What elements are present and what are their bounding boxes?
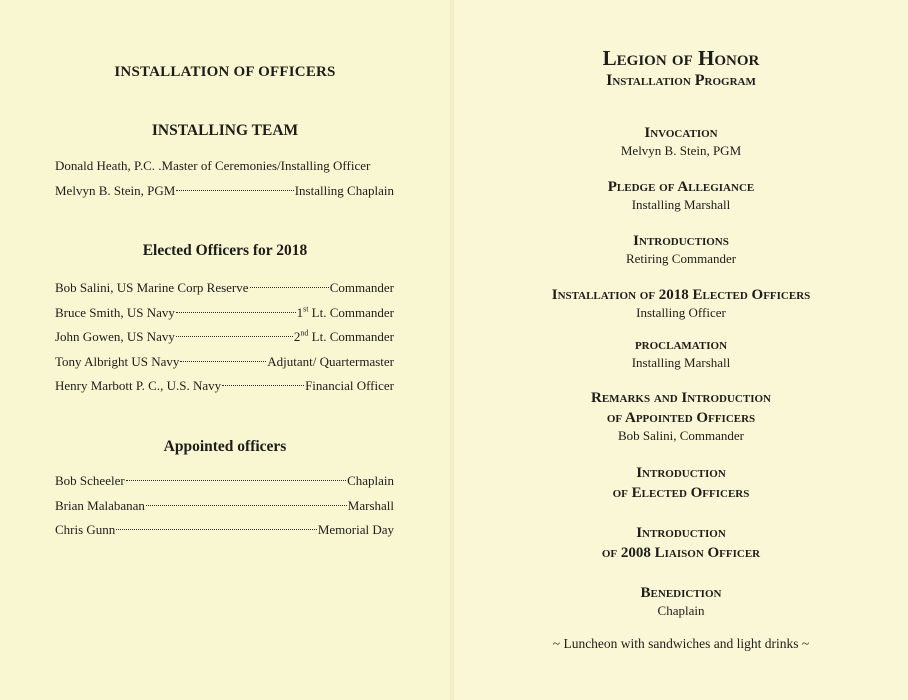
- elected-list: [55, 276, 394, 399]
- program-item-remarks: Remarks and Introduction of Appointed Officers Bob Salini, Commander: [590, 390, 771, 443]
- luncheon-note: ~ Luncheon with sandwiches and light drinks ~: [552, 636, 810, 651]
- installation-title: INSTALLATION OF OFFICERS: [114, 64, 336, 80]
- list-item: Chris Gunn Memorial Day: [55, 522, 394, 537]
- dot-leader: [116, 529, 317, 530]
- list-item: John Gowen, US Navy 2nd Lt. Commander: [55, 328, 394, 344]
- elected-heading: Elected Officers for 2018: [142, 242, 308, 259]
- list-item: Tony Albright US Navy Adjutant/ Quartermaster: [55, 353, 394, 369]
- program-item-benediction: Benediction Chaplain: [640, 585, 722, 618]
- program-item-introductions: Introductions Retiring Commander: [625, 233, 737, 266]
- program-title: Legion of Honor: [602, 46, 760, 70]
- list-item: Donald Heath, P.C. . Master of Ceremonies/Installing Officer: [55, 158, 371, 173]
- program-header: [454, 46, 908, 92]
- list-item: Bruce Smith, US Navy 1st Lt. Commander: [55, 304, 394, 320]
- list-item: Brian Malabanan Marshall: [55, 497, 394, 513]
- dot-leader: [176, 190, 293, 191]
- installing-team-heading: INSTALLING TEAM: [151, 122, 299, 139]
- program-item-invocation: Invocation Melvyn B. Stein, PGM: [620, 125, 742, 158]
- appointed-list: [55, 469, 394, 543]
- program-item-pledge: Pledge of Allegiance Installing Marshall: [607, 179, 755, 212]
- appointed-heading: Appointed officers: [163, 438, 287, 455]
- dot-leader: [176, 336, 293, 337]
- program-subtitle: Installation Program: [606, 72, 756, 89]
- list-item: Melvyn B. Stein, PGM Installing Chaplain: [55, 182, 394, 198]
- installing-team-list: [55, 154, 394, 203]
- program-item-elected-intro: Introduction of Elected Officers: [612, 465, 750, 501]
- dot-leader: [180, 361, 266, 362]
- list-item: Bob Salini, US Marine Corp Reserve Commander: [55, 280, 394, 295]
- list-item: Henry Marbott P. C., U.S. Navy Financial Officer: [55, 378, 394, 393]
- program-item-liaison-intro: Introduction of 2008 Liaison Officer: [601, 525, 761, 561]
- dot-leader: [146, 505, 347, 506]
- dot-leader: [176, 312, 296, 313]
- dot-leader: [126, 480, 346, 481]
- dot-leader: [222, 385, 304, 386]
- program-item-installation: Installation of 2018 Elected Officers Installing Officer: [551, 287, 811, 320]
- program-item-proclamation: proclamation Installing Marshall: [631, 337, 731, 370]
- list-item: Bob Scheeler Chaplain: [55, 473, 394, 488]
- dot-leader: [250, 287, 329, 288]
